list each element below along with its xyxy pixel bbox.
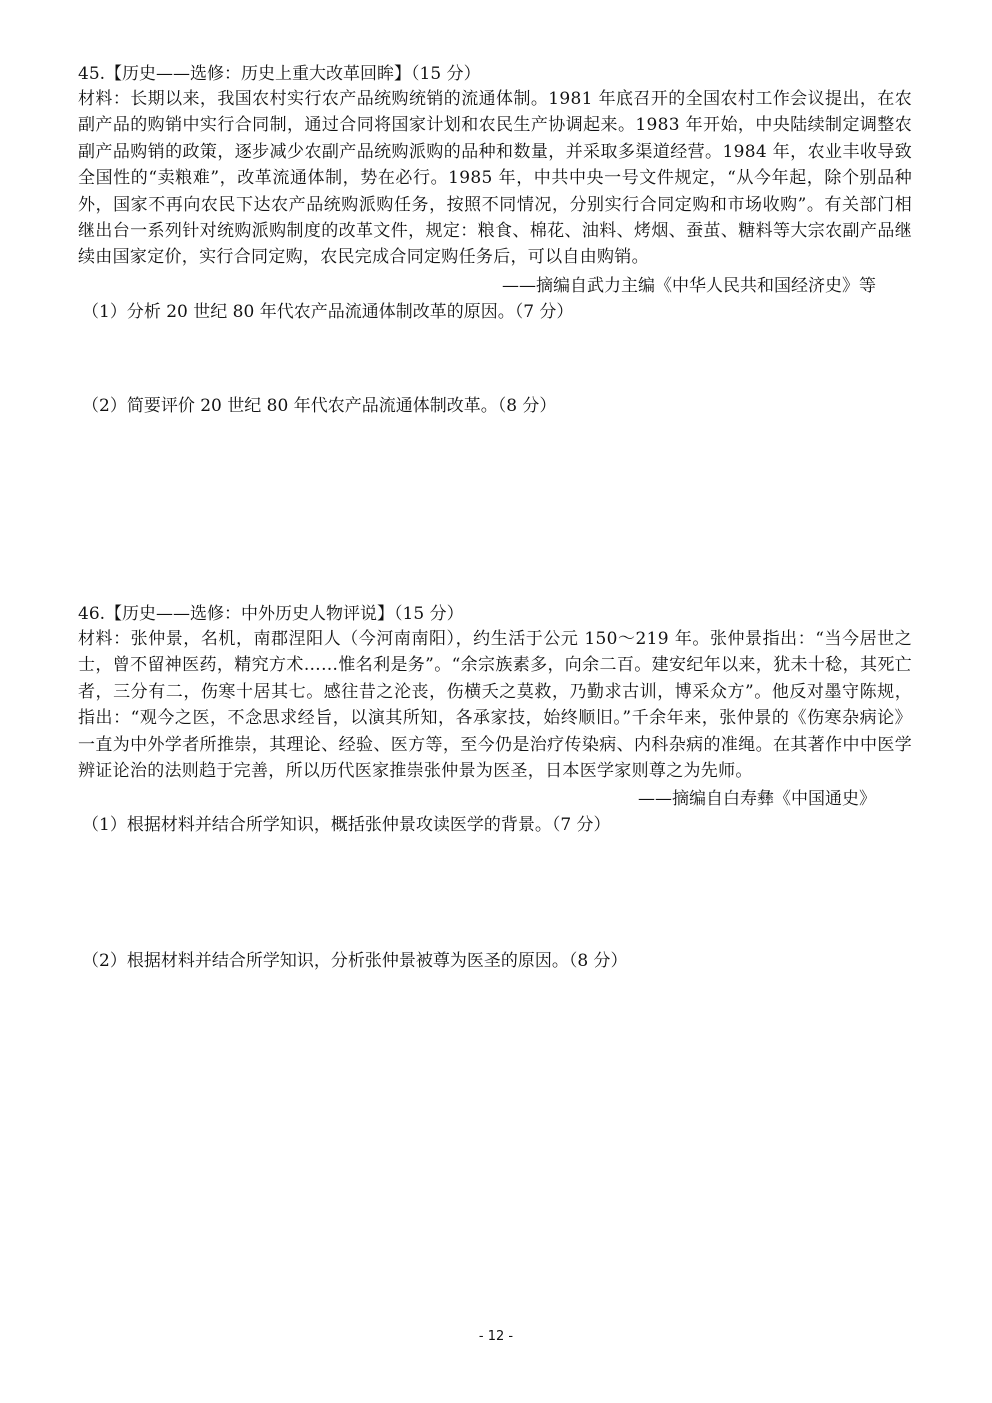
- sub-question-2: （2）根据材料并结合所学知识，分析张仲景被尊为医圣的原因。（8 分）: [82, 951, 628, 972]
- sub-question-1: （1）分析 20 世纪 80 年代农产品流通体制改革的原因。（7 分）: [82, 301, 574, 322]
- sub-question-2: （2）简要评价 20 世纪 80 年代农产品流通体制改革。（8 分）: [82, 395, 557, 416]
- sub-question-1: （1）根据材料并结合所学知识，概括张仲景攻读医学的背景。（7 分）: [82, 815, 611, 836]
- question-45: [78, 62, 912, 419]
- material-source: ——摘编自武力主编《中华人民共和国经济史》等: [502, 275, 876, 296]
- material-text: 材料：长期以来，我国农村实行农产品统购统销的流通体制。1981 年底召开的全国农村工作会议提出，在农副产品的购销中实行合同制，通过合同将国家计划和农民生产协调起来。1983 年开始，中央陆续制定调整农副产品购销的政策，逐步减少农副产品统购派购的品种和数量，并采取多渠道经营。1984 年，农业丰收导致全国性的“卖粮难”，改革流通体制，势在必行。1985 年，中共中央一号文件规定，“从今年起，除个别品种外，国家不再向农民下达农产品统购派购任务，按照不同情况，分别实行合同定购和市场收购”。有关部门相继出台一系列针对统购派购制度的改革文件，规定：粮食、棉花、油料、烤烟、蚕茧、糖料等大宗农副产品继续由国家定价，实行合同定购，农民完成合同定购任务后，可以自由购销。: [78, 89, 912, 268]
- question-title: 46.【历史——选修：中外历史人物评说】（15 分）: [78, 604, 464, 624]
- page-number: - 12 -: [478, 1329, 514, 1344]
- material-text: 材料：张仲景，名机，南郡涅阳人（今河南南阳），约生活于公元 150～219 年。张仲景指出：“当今居世之士，曾不留神医药，精究方术……惟名利是务”。“余宗族素多，向余二百。建安纪年以来，犹未十稔，其死亡者，三分有二，伤寒十居其七。感往昔之沦丧，伤横夭之莫救，乃勤求古训，博采众方”。他反对墨守陈规，指出：“观今之医，不念思求经旨，以演其所知，各承家技，始终顺旧。”千余年来，张仲景的《伤寒杂病论》一直为中外学者所推崇，其理论、经验、医方等，至今仍是治疗传染病、内科杂病的准绳。在其著作中中医学辨证论治的法则趋于完善，所以历代医家推崇张仲景为医圣，日本医学家则尊之为先师。: [78, 629, 912, 782]
- question-title: 45.【历史——选修：历史上重大改革回眸】（15 分）: [78, 64, 481, 84]
- material-source: ——摘编自白寿彝《中国通史》: [638, 789, 876, 810]
- question-46: [78, 602, 912, 974]
